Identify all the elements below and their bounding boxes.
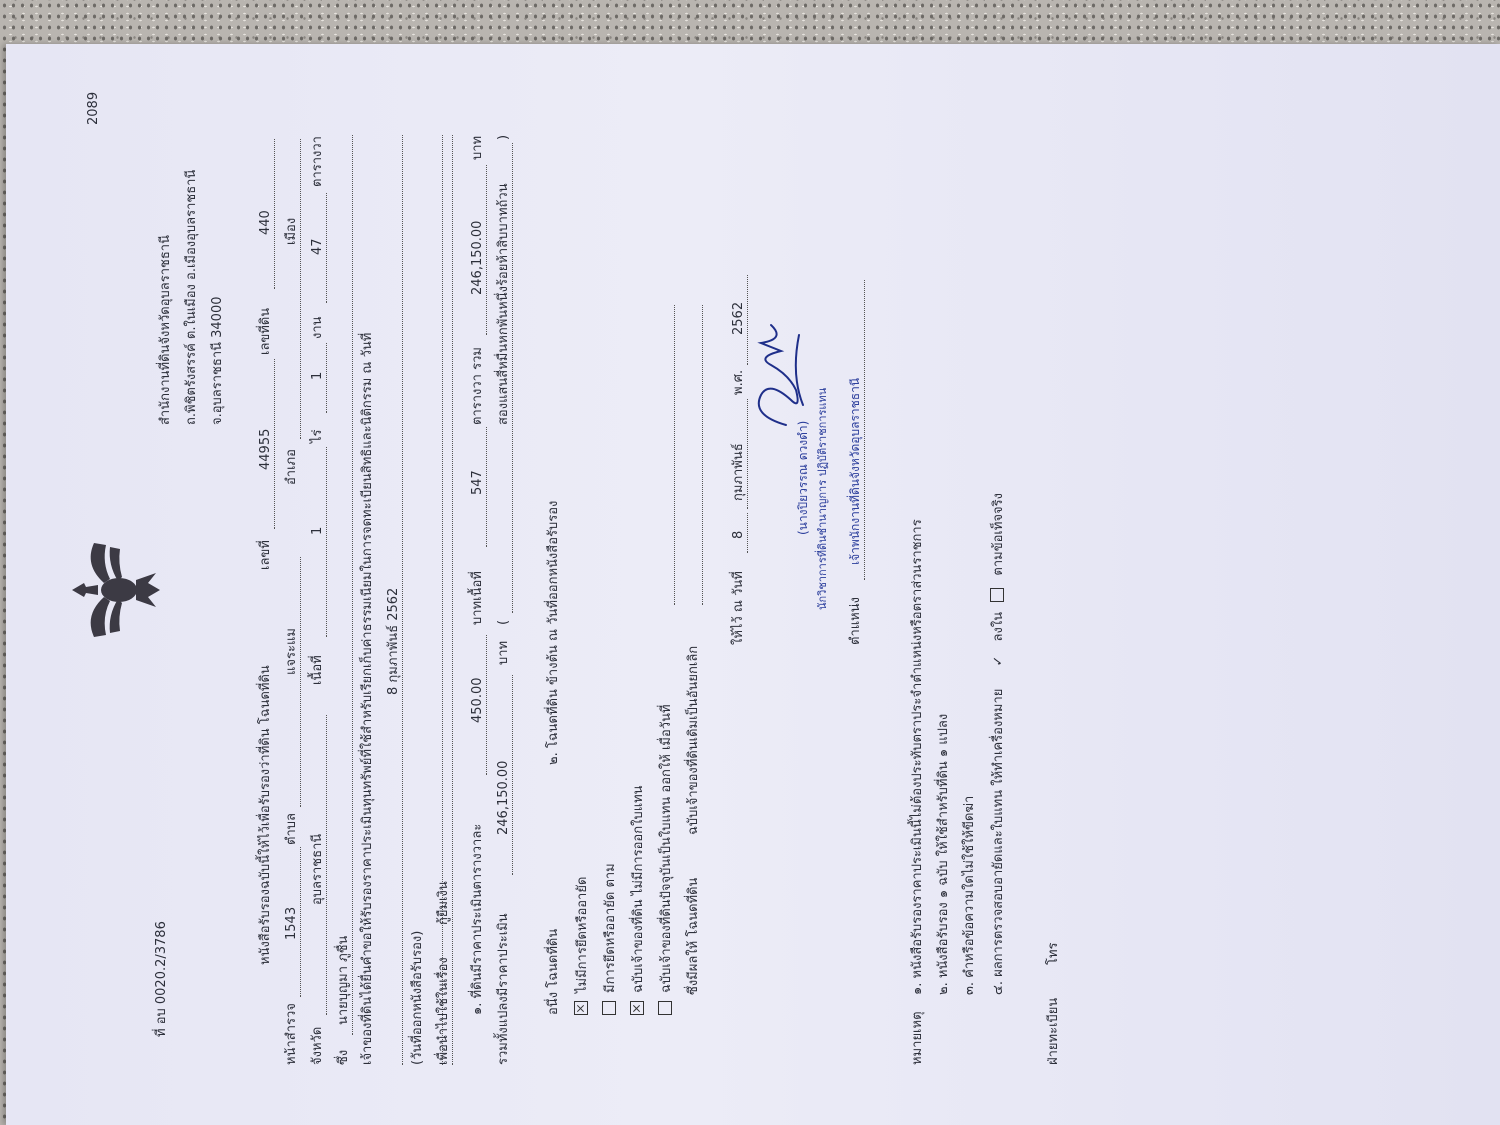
wa-value: 47 [310, 238, 325, 255]
deed-label: อนึ่ง โฉนดที่ดิน [546, 928, 561, 1015]
note-3: ๓. คำหรือข้อความใดไม่ใช้ให้ขีดฆ่า [962, 795, 977, 995]
notes-label: หมายเหตุ [910, 1011, 925, 1065]
total-baht: บาท [496, 640, 511, 665]
price-per-wa: 450.00 [470, 677, 485, 723]
checked-checkbox [574, 1001, 588, 1015]
total-value: 246,150.00 [496, 760, 511, 835]
purpose-value: กู้ยืมเงิน [436, 881, 451, 925]
ownerless-value: ฉบับเจ้าของที่ดินเดิมเป็นอันยกเลิก [686, 645, 701, 835]
page-value: 1543 [284, 906, 299, 940]
page-label: หน้าสำรวจ [284, 1003, 299, 1065]
item1-total: 246,150.00 [470, 220, 485, 295]
check-row-1: ไม่มีการยึดหรืออายัด [574, 877, 591, 1015]
signer-name: (นางปิยวรรณ ดวงดำ) [796, 420, 810, 535]
request-date: 8 กุมภาพันธ์ 2562 [386, 587, 401, 695]
subdistrict-value: แจระแม [284, 628, 299, 675]
given-on-label: ให้ไว้ ณ วันที่ [731, 571, 746, 645]
check-mark-icon: ✓ [991, 655, 1006, 667]
number-label: เลขที่ [258, 540, 273, 570]
check-row-3: ฉบับเจ้าของที่ดิน ไม่มีการออกใบแทน [630, 785, 647, 1015]
empty-checkbox [990, 588, 1004, 602]
total-label: รวมทั้งแปลงมีราคาประเมิน [496, 913, 511, 1065]
land-no-value: 440 [258, 210, 273, 235]
province-value: อุบลราชธานี [310, 833, 325, 905]
signer-title: นักวิชาการที่ดินชำนาญการ ปฏิบัติราชการแทน [816, 387, 829, 610]
document-number: ที่ อบ 0020.2/3786 [154, 921, 169, 1037]
note-1: ๑. หนังสือรับรองราคาประเมินนี้ไม่ต้องประทับตราประจำตำแหน่งหรือตราส่วนราชการ [910, 519, 925, 995]
given-year-label: พ.ศ. [731, 369, 746, 395]
signer-office: เจ้าพนักงานที่ดินจังหวัดอุบลราชธานี [848, 377, 862, 565]
note-4: ๔. ผลการตรวจสอบอายัดและใบแทน ให้ทำเครื่องหมาย ✓ ลงใน ตามข้อเท็จจริง [991, 493, 1006, 995]
checked-checkbox [630, 1001, 644, 1015]
issue-date-note: (วันที่ออกหนังสือรับรอง) [410, 930, 425, 1065]
rai-value: 1 [310, 526, 325, 535]
district-value: เมือง [284, 217, 299, 245]
footer-dept: ฝ่ายทะเบียน [1046, 997, 1061, 1065]
area-label: เนื้อที่ [310, 655, 325, 685]
total-words: สองแสนสี่หมื่นหกพันหนึ่งร้อยห้าสิบบาทถ้วน [496, 183, 511, 425]
empty-checkbox [602, 1001, 616, 1015]
land-no-label: เลขที่ดิน [258, 307, 273, 355]
document-sheet [6, 44, 1500, 1125]
baht-per-wa-label: บาทเนื้อที่ [470, 571, 485, 625]
footer-phone-label: โทร [1046, 942, 1061, 965]
owner-label: ซึ่ง [336, 1049, 351, 1065]
intro-text: หนังสือรับรองฉบับนี้ให้ไว้เพื่อรับรองว่าที่ดิน โฉนดที่ดิน [258, 665, 273, 965]
given-month: กุมภาพันธ์ [731, 443, 746, 501]
given-day: 8 [731, 530, 746, 539]
subdistrict-label: ตำบล [284, 813, 299, 845]
district-label: อำเภอ [284, 449, 299, 485]
total-wa-label: ตารางวา รวม [470, 347, 485, 425]
office-line-1: สำนักงานที่ดินจังหวัดอุบลราชธานี [158, 235, 173, 425]
item2-title: ๒. โฉนดที่ดิน ข้างต้น ณ วันที่ออกหนังสือรับรอง [546, 500, 561, 765]
ownerless-label: ซึ่งมีผลให้ โฉนดที่ดิน [686, 877, 701, 995]
owner-value: นายบุญมา ภูชื่น [336, 935, 351, 1025]
office-line-2: ถ.พิชิตรังสรรค์ ต.ในเมือง อ.เมืองอุบลราชธานี [184, 169, 199, 425]
ngan-unit: งาน [310, 316, 325, 339]
office-line-3: จ.อุบลราชธานี 34000 [210, 296, 225, 425]
ngan-value: 1 [310, 371, 325, 380]
rai-unit: ไร่ [310, 429, 325, 443]
position-label: ตำแหน่ง [848, 597, 863, 645]
request-line: เจ้าของที่ดินได้ยื่นคำขอให้รับรองราคาประเมินทุนทรัพย์ที่ใช้สำหรับเรียกเก็บค่าธรรมเนียมในการจดทะเบียนสิทธิและนิติกรรม ณ วันที่ [360, 332, 375, 1065]
deed-number: 44955 [258, 428, 273, 470]
empty-checkbox [658, 1001, 672, 1015]
garuda-emblem-icon [64, 535, 164, 645]
item1-label: ๑. ที่ดินมีราคาประเมินตารางวาละ [470, 823, 485, 1015]
wa-unit: ตารางวา [310, 136, 325, 187]
check-row-4: ฉบับเจ้าของที่ดินปัจจุบันเป็นใบแทน ออกให้ เมื่อวันที่ [658, 704, 675, 1015]
page-code: 2089 [86, 91, 101, 125]
form-content: 2089 ที่ อบ 0020.2/3786 สำนักงานที่ดินจังหวัดอุบลราชธานี ถ.พิชิตรังสรรค์ ต.ในเมือง อ.เมืองอุบลราชธานี จ.อุบลราชธานี 34000 หนังสือรับรองฉบับนี้ให้ไว้เพื่อรับรองว่าที่ดิน โฉนดที่ดิน เลขที่ 44955 เลขที่ดิน 440 หน้าสำรวจ 1543 ตำบล แจระแม อำเภอ เมือง จังหวัด อุบลราชธานี เนื้อที่ 1 ไร่ 1 งาน 47 ตารางวา ซึ่ง นายบุญมา ภูชื่น เจ้าของที่ดินได้ยื่นคำขอให้รับรองราคาประเมินทุนทรัพย์ที่ใช้สำหรับเรียกเก็บค่าธรรมเนียมในการจดทะเบียนสิทธิและนิติกรรม ณ วันที่ 8 กุมภาพันธ์ 2562 (วันที่ออกหนังสือรับรอง) เพื่อนำไปใช้ในเรื่อง กู้ยืมเงิน ๑. ที่ดินมีราคาประเมินตารางวาละ 450.00 บาทเนื้อที่ 547 ตารางวา รวม 246,150.00 บาท รวมทั้งแปลงมีราคาประเมิน 246,150.00 บาท ( สองแสนสี่หมื่นหกพันหนึ่งร้อยห้าสิบบาทถ้วน ) อนึ่ง โฉนดที่ดิน ๒. โฉนดที่ดิน ข้างต้น ณ วันที่ออกหนังสือรับรอง ไม่มีการยึดหรืออายัด มีการยึดหรืออายัด ตาม ฉบับเจ้าของที่ดิน ไม่มีการออกใบแทน ฉบับเจ้าของที่ดินปัจจุบันเป็นใบแทน ออกให้ เมื่อวันที่ ซึ่งมีผลให้ โฉนดที่ดิน ฉบับเจ้าของที่ดินเดิมเป็นอันยกเลิก ให้ไว้ ณ วันที่ 8 กุมภาพันธ์ พ.ศ. 2562 (นางปิยวรรณ ดวงดำ) นักวิชาการที่ดินชำนาญการ ปฏิบัติราชการแทน ตำแหน่ง เจ้าพนักงานที่ดินจังหวัดอุบลราชธานี หมายเหตุ ๑. หนังสือรับรองราคาประเมินนี้ไม่ต้องประทับตราประจำตำแหน่งหรือตราส่วนราชการ ๒. หนังสือรับรอง ๑ ฉบับ ให้ใช้สำหรับที่ดิน ๑ แปลง ๓. คำหรือข้อความใดไม่ใช้ให้ขีดฆ่า ๔. ผลการตรวจสอบอายัดและใบแทน ให้ทำเครื่องหมาย ✓ ลงใน ตามข้อเท็จจริง ฝ่ายทะเบียน โทร [6, 44, 1500, 1125]
item1-baht: บาท [470, 135, 485, 160]
signature [741, 315, 811, 435]
check-row-2: มีการยึดหรืออายัด ตาม [602, 863, 619, 1015]
area-wa: 547 [470, 470, 485, 495]
note-2: ๒. หนังสือรับรอง ๑ ฉบับ ให้ใช้สำหรับที่ดิน ๑ แปลง [936, 713, 951, 995]
purpose-label: เพื่อนำไปใช้ในเรื่อง [436, 957, 451, 1065]
province-label: จังหวัด [310, 1026, 325, 1065]
given-year: 2562 [731, 301, 746, 335]
